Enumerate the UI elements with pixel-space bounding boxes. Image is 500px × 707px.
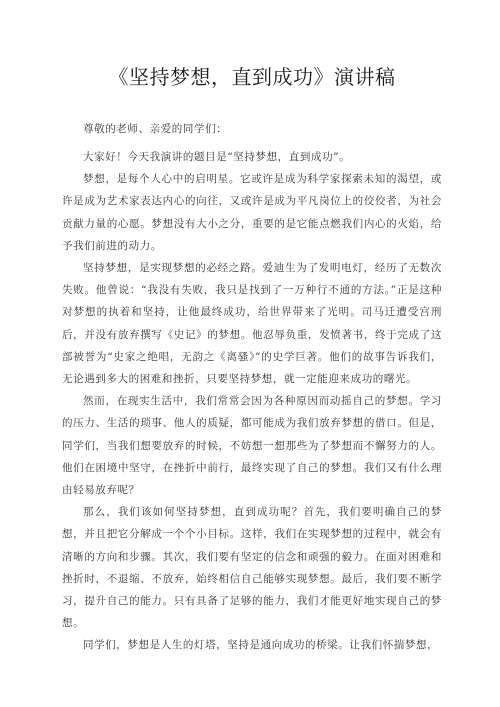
paragraph-closing: 同学们，梦想是人生的灯塔，坚持是通向成功的桥梁。让我们怀揣梦想， xyxy=(83,639,439,652)
paragraph-methods: 那么，我们该如何坚持梦想，直到成功呢？首先，我们要明确自己的梦想，并且把它分解成一个个小目标。这样，我们在实现梦想的过程中，就会有清晰的方向和步骤。其次，我们要有坚定的信念和顽强的毅力。在面对困难和挫折时，不退缩、不放弃，始终相信自己能够实现梦想。最后，我们要不断学习，提升自己的能力。只有具备了足够的能力，我们才能更好地实现自己的梦想。 xyxy=(62,506,442,630)
paragraph-greeting: 大家好！今天我演讲的题目是“坚持梦想，直到成功”。 xyxy=(83,151,351,163)
paragraph-obstacles: 然而，在现实生活中，我们常常会因为各种原因而动摇自己的梦想。学习的压力、生活的琐事、他人的质疑，都可能成为我们放弃梦想的借口。但是，同学们，当我们想要放弃的时候，不妨想一想那些为了梦想而不懈努力的人。他们在困境中坚守，在挫折中前行，最终实现了自己的梦想。我们又有什么理由轻易放弃呢？ xyxy=(62,395,442,497)
salutation: 尊敬的老师、亲爱的同学们： xyxy=(83,123,228,135)
document-title: 《坚持梦想，直到成功》演讲稿 xyxy=(108,65,396,89)
paragraph-persistence-examples: 坚持梦想，是实现梦想的必经之路。爱迪生为了发明电灯，经历了无数次失败。他曾说：“我没有失败，我只是找到了一万种行不通的方法。”正是这种对梦想的执着和坚持，让他最终成功，给世界带来了光明。司马迁遭受宫刑后，并没有放弃撰写《史记》的梦想。他忍辱负重，发愤著书，终于完成了这部被誉为“史家之绝唱，无韵之《离骚》”的史学巨著。他们的故事告诉我们，无论遇到多大的困难和挫折，只要坚持梦想，就一定能迎来成功的曙光。 xyxy=(62,262,442,386)
paragraph-dream-meaning: 梦想，是每个人心中的启明星。它或许是成为科学家探索未知的渴望，或许是成为艺术家表达内心的向往，又或许是成为平凡岗位上的佼佼者，为社会贡献力量的心愿。梦想没有大小之分，重要的是它能点燃我们内心的火焰，给予我们前进的动力。 xyxy=(62,173,442,252)
